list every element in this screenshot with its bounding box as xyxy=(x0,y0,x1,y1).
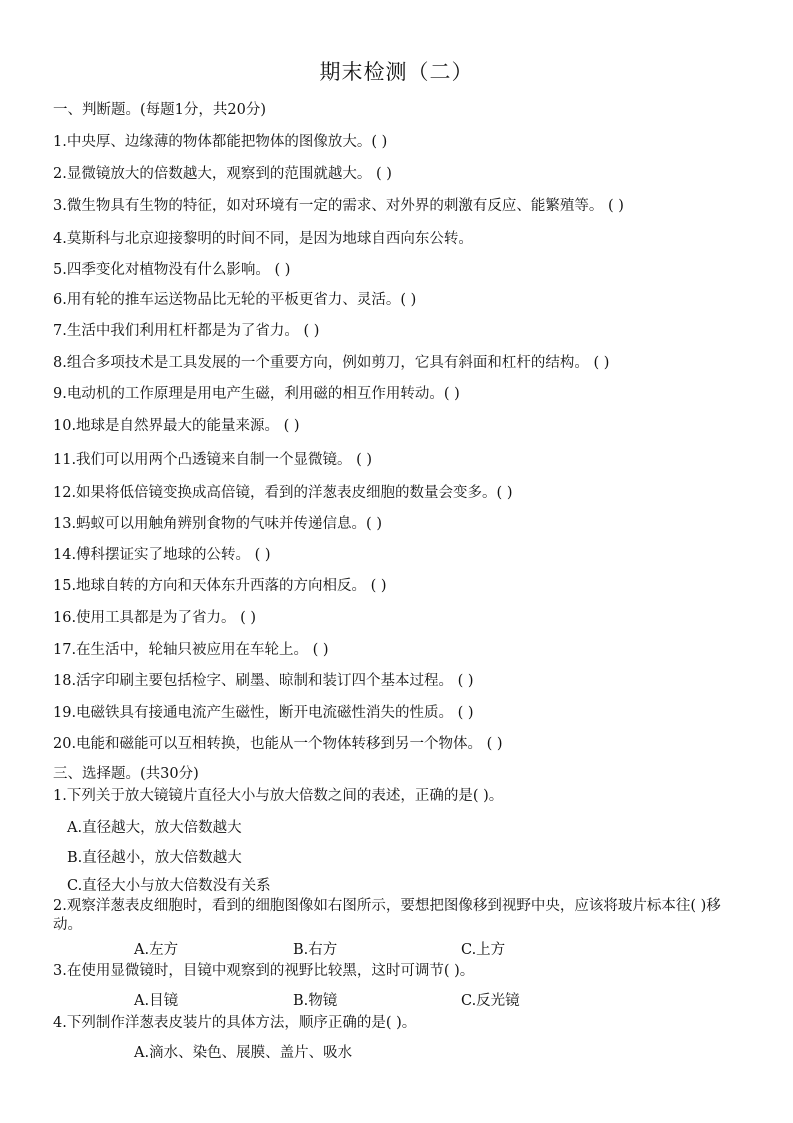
choice-option: B.右方 xyxy=(293,942,338,958)
choice-option: C.直径大小与放大倍数没有关系 xyxy=(67,878,271,894)
question-item: 14.傅科摆证实了地球的公转。 ( ) xyxy=(53,547,271,563)
question-item: 4.莫斯科与北京迎接黎明的时间不同，是因为地球自西向东公转。 xyxy=(53,231,473,247)
choice-question-4: 4.下列制作洋葱表皮装片的具体方法，顺序正确的是( )。 xyxy=(53,1015,417,1031)
choice-option: A.目镜 xyxy=(134,993,179,1009)
question-item: 11.我们可以用两个凸透镜来自制一个显微镜。 ( ) xyxy=(53,452,373,468)
question-item: 17.在生活中，轮轴只被应用在车轮上。 ( ) xyxy=(53,642,329,658)
question-item: 16.使用工具都是为了省力。 ( ) xyxy=(53,610,257,626)
choice-option: B.物镜 xyxy=(293,993,338,1009)
question-item: 8.组合多项技术是工具发展的一个重要方向，例如剪刀，它具有斜面和杠杆的结构。 ( ) xyxy=(53,355,610,371)
choice-option: C.反光镜 xyxy=(461,993,520,1009)
question-item: 6.用有轮的推车运送物品比无轮的平板更省力、灵活。( ) xyxy=(53,292,417,308)
section-heading-choice: 三、选择题。(共30分) xyxy=(53,766,199,782)
question-item: 15.地球自转的方向和天体东升西落的方向相反。 ( ) xyxy=(53,578,387,594)
question-item: 13.蚂蚁可以用触角辨别食物的气味并传递信息。( ) xyxy=(53,516,382,532)
choice-option: A.左方 xyxy=(134,942,179,958)
question-item: 12.如果将低倍镜变换成高倍镜，看到的洋葱表皮细胞的数量会变多。( ) xyxy=(53,485,513,501)
choice-question-3: 3.在使用显微镜时，目镜中观察到的视野比较黑，这时可调节( )。 xyxy=(53,963,475,979)
question-item: 20.电能和磁能可以互相转换，也能从一个物体转移到另一个物体。 ( ) xyxy=(53,736,503,752)
question-item: 2.显微镜放大的倍数越大，观察到的范围就越大。 ( ) xyxy=(53,166,392,182)
question-item: 5.四季变化对植物没有什么影响。 ( ) xyxy=(53,262,291,278)
choice-option: A.直径越大，放大倍数越大 xyxy=(67,820,242,836)
choice-question-1: 1.下列关于放大镜镜片直径大小与放大倍数之间的表述，正确的是( )。 xyxy=(53,788,504,804)
question-item: 18.活字印刷主要包括检字、刷墨、晾制和装订四个基本过程。 ( ) xyxy=(53,673,474,689)
choice-option: C.上方 xyxy=(461,942,506,958)
question-item: 3.微生物具有生物的特征，如对环境有一定的需求、对外界的刺激有反应、能繁殖等。 ( ) xyxy=(53,198,624,214)
choice-option: A.滴水、染色、展膜、盖片、吸水 xyxy=(134,1045,353,1061)
question-item: 10.地球是自然界最大的能量来源。 ( ) xyxy=(53,418,300,434)
question-item: 9.电动机的工作原理是用电产生磁，利用磁的相互作用转动。( ) xyxy=(53,386,460,402)
section-heading-judgement: 一、判断题。(每题1分，共20分) xyxy=(53,102,266,118)
question-item: 1.中央厚、边缘薄的物体都能把物体的图像放大。( ) xyxy=(53,134,388,150)
choice-option: B.直径越小，放大倍数越大 xyxy=(67,850,242,866)
page-title: 期末检测（二） xyxy=(319,60,474,84)
question-item: 7.生活中我们利用杠杆都是为了省力。 ( ) xyxy=(53,323,320,339)
choice-question-2: 2.观察洋葱表皮细胞时，看到的细胞图像如右图所示，要想把图像移到视野中央，应该将玻片标本往( )移动。 xyxy=(53,898,721,933)
question-item: 19.电磁铁具有接通电流产生磁性，断开电流磁性消失的性质。 ( ) xyxy=(53,705,474,721)
